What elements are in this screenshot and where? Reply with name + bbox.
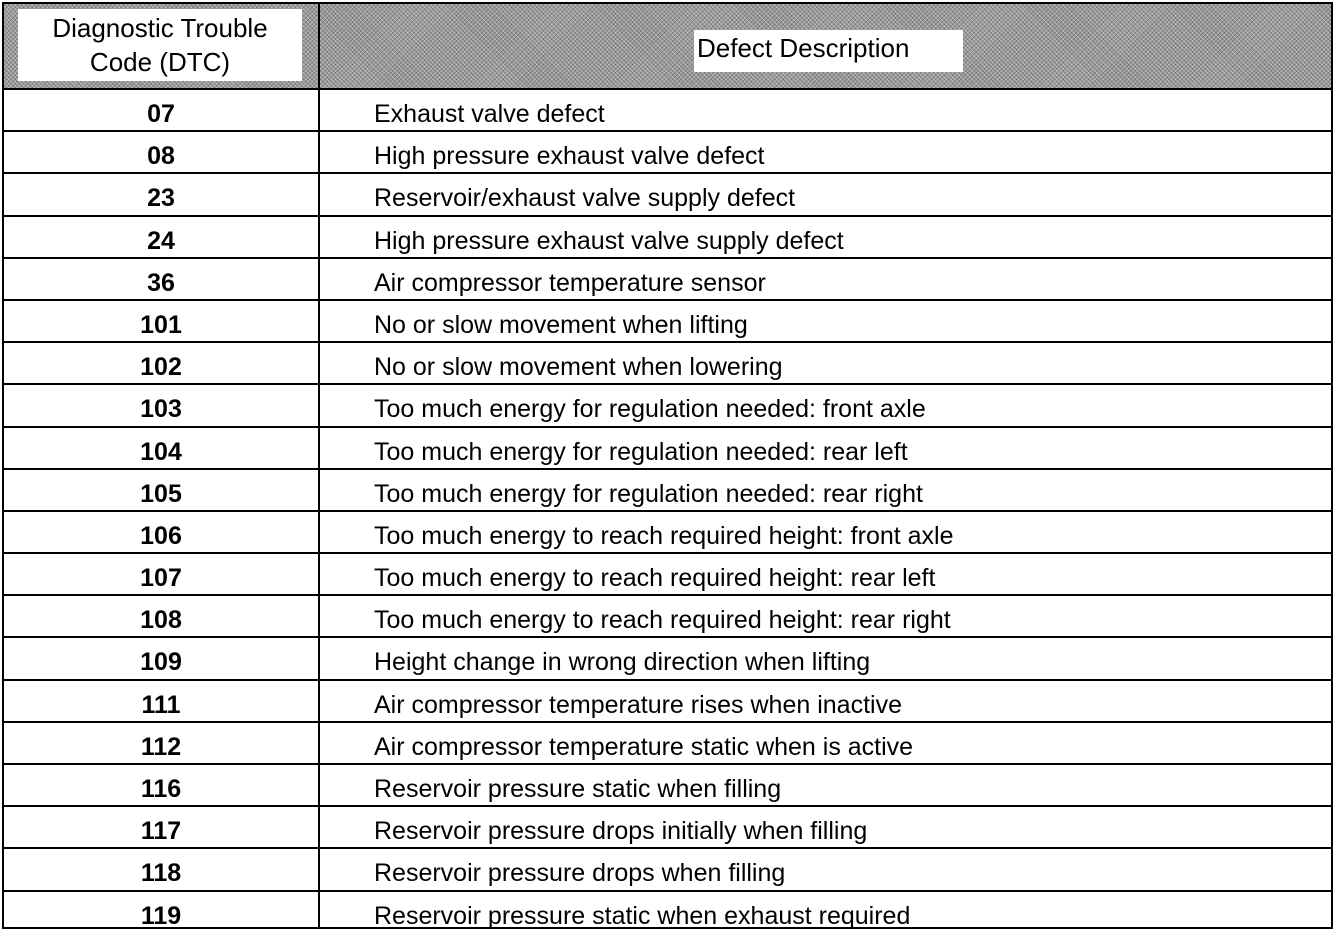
table-row [4,849,1331,891]
defect-description-cell: Too much energy to reach required height: rear left [374,564,936,593]
dtc-header-line2: Code (DTC) [89,47,231,77]
table-row [4,596,1331,638]
description-column-header: Defect Description [694,30,963,72]
dtc-code-cell: 118 [140,859,182,888]
dtc-code-cell: 24 [147,226,175,255]
defect-description-cell: High pressure exhaust valve supply defect [374,226,844,255]
table-row [4,428,1331,470]
defect-description-cell: Too much energy to reach required height: front axle [374,521,954,550]
defect-description-cell: Too much energy for regulation needed: rear right [374,479,923,508]
table-row [4,681,1331,723]
table-row [4,217,1331,259]
table-row [4,259,1331,301]
table-row [4,470,1331,512]
dtc-code-cell: 36 [147,268,175,297]
dtc-code-cell: 07 [147,100,175,128]
defect-description-cell: Reservoir pressure static when filling [374,775,782,803]
table-row [4,638,1331,680]
table-body [4,90,1331,932]
table-row [4,807,1331,849]
dtc-column-header [18,9,302,81]
dtc-code-cell: 109 [140,648,182,677]
defect-description-cell: Reservoir pressure drops when filling [374,859,786,888]
defect-description-cell: Exhaust valve defect [374,100,605,128]
defect-description-cell: No or slow movement when lifting [374,310,748,339]
table-row [4,892,1331,932]
defect-description-cell: Air compressor temperature static when is active [374,732,914,761]
defect-description-cell: Reservoir pressure drops initially when filling [374,817,868,846]
defect-description-cell: No or slow movement when lowering [374,353,783,382]
table-row [4,512,1331,554]
table-row [4,174,1331,216]
table-row [4,90,1331,132]
dtc-code-cell: 102 [140,353,182,382]
table-row [4,554,1331,596]
table-row [4,723,1331,765]
dtc-table [2,2,1333,929]
defect-description-cell: Reservoir/exhaust valve supply defect [374,184,796,213]
dtc-code-cell: 103 [140,395,182,424]
defect-description-cell: Reservoir pressure static when exhaust required [374,901,911,930]
dtc-code-cell: 111 [141,690,181,719]
dtc-code-cell: 112 [140,732,182,761]
dtc-code-cell: 105 [140,479,182,508]
defect-description-cell: Air compressor temperature sensor [374,268,766,297]
header-column-divider [318,4,320,88]
defect-description-cell: Height change in wrong direction when lifting [374,648,871,677]
dtc-code-cell: 107 [140,564,182,593]
table-header [4,4,1331,90]
dtc-code-cell: 116 [140,775,182,803]
dtc-code-cell: 119 [140,901,182,930]
table-row [4,385,1331,427]
table-row [4,301,1331,343]
table-row [4,343,1331,385]
dtc-code-cell: 108 [140,606,182,635]
dtc-code-cell: 23 [147,184,175,213]
defect-description-cell: Too much energy for regulation needed: front axle [374,395,926,424]
defect-description-cell: Too much energy for regulation needed: rear left [374,437,908,466]
defect-description-cell: Air compressor temperature rises when inactive [374,690,902,719]
dtc-code-cell: 106 [140,521,182,550]
defect-description-cell: Too much energy to reach required height: rear right [374,606,951,635]
dtc-code-cell: 104 [140,437,182,466]
defect-description-cell: High pressure exhaust valve defect [374,142,765,171]
dtc-code-cell: 101 [140,310,182,339]
table-row [4,765,1331,807]
table-row [4,132,1331,174]
dtc-code-cell: 08 [147,142,175,171]
dtc-code-cell: 117 [140,817,182,846]
dtc-header-line1: Diagnostic Trouble [52,13,268,43]
